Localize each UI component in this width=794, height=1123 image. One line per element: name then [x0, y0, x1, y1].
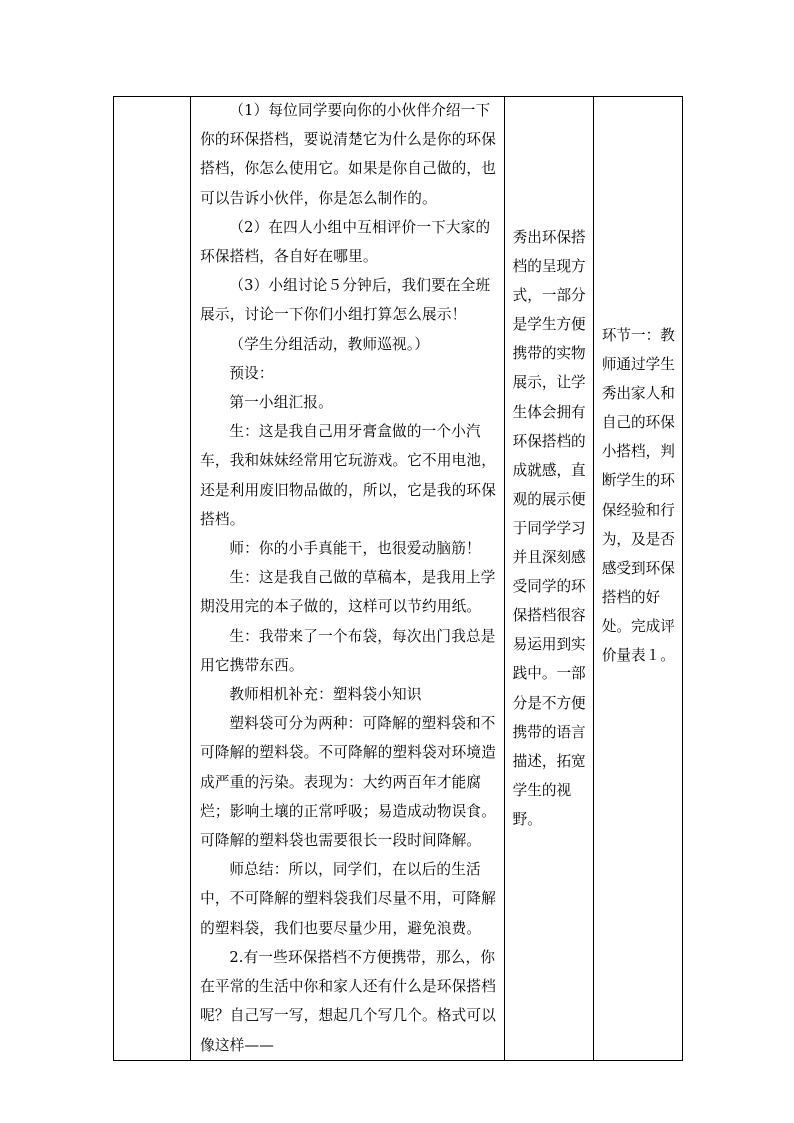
design-intent-text: 秀出环保搭档的呈现方式，一部分是学生方便携带的实物展示，让学生体会拥有环保搭档的成就感，直观的展示便于同学学习并且深刻感受同学的环保搭档很容易运用到实践中。一部分是不方便携带的语言描述，拓宽学生的视野。	[512, 229, 586, 828]
activity-paragraph-13: 师总结：所以，同学们，在以后的生活中，不可降解的塑料袋我们尽量不用，可降解的塑料袋，我们也要尽量少用，避免浪费。	[200, 861, 497, 937]
activity-paragraph-12: 塑料袋可分为两种：可降解的塑料袋和不可降解的塑料袋。不可降解的塑料袋对环境造成严重的污染。表现为：大约两百年才能腐烂；影响土壤的正常呼吸；易造成动物误食。可降解的塑料袋也需要很长一段时间降解。	[200, 715, 497, 850]
teaching-activity-cell	[191, 97, 505, 1061]
activity-paragraph-6: 第一小组汇报。	[229, 394, 333, 412]
activity-paragraph-9: 生：这是我自己做的草稿本，是我用上学期没用完的本子做的，这样可以节约用纸。	[200, 569, 496, 616]
design-intent-cell	[504, 97, 593, 1061]
activity-paragraph-2: （2）在四人小组中互相评价一下大家的环保搭档，各自好在哪里。	[200, 218, 491, 266]
activity-paragraph-4: （学生分组活动，教师巡视。）	[229, 335, 430, 353]
activity-paragraph-3: （3）小组讨论５分钟后，我们要在全班展示，讨论一下你们小组打算怎么展示！	[200, 277, 491, 324]
empty-stage-cell	[114, 97, 191, 1061]
table-row	[114, 97, 683, 1061]
activity-paragraph-11: 教师相机补充：塑料袋小知识	[229, 686, 422, 704]
activity-paragraph-8: 师：你的小手真能干，也很爱动脑筋！	[229, 540, 481, 558]
assessment-goal-text: 环节一：教师通过学生秀出家人和自己的环保小搭档，判断学生的环保经验和行为，及是否感受到环保搭档的好处。完成评价量表１。	[601, 327, 675, 665]
activity-paragraph-14: 2.有一些环保搭档不方便携带，那么，你在平常的生活中你和家人还有什么是环保搭档呢？自己写一写，想起几个写几个。格式可以像这样——	[200, 948, 497, 1054]
activity-paragraph-1: （1）每位同学要向你的小伙伴介绍一下你的环保搭档，要说清楚它为什么是你的环保搭档，你怎么使用它。如果是你自己做的，也可以告诉小伙伴，你是怎么制作的。	[200, 102, 497, 207]
lesson-plan-table	[113, 96, 683, 1061]
activity-paragraph-10: 生：我带来了一个布袋，每次出门我总是用它携带东西。	[200, 627, 496, 674]
activity-text	[191, 96, 504, 1060]
assessment-goal-cell	[593, 97, 682, 1061]
activity-paragraph-7: 生：这是我自己用牙膏盒做的一个小汽车，我和妹妹经常用它玩游戏。它不用电池，还是利用废旧物品做的，所以，它是我的环保搭档。	[200, 423, 497, 528]
activity-paragraph-5: 预设：	[229, 364, 274, 382]
